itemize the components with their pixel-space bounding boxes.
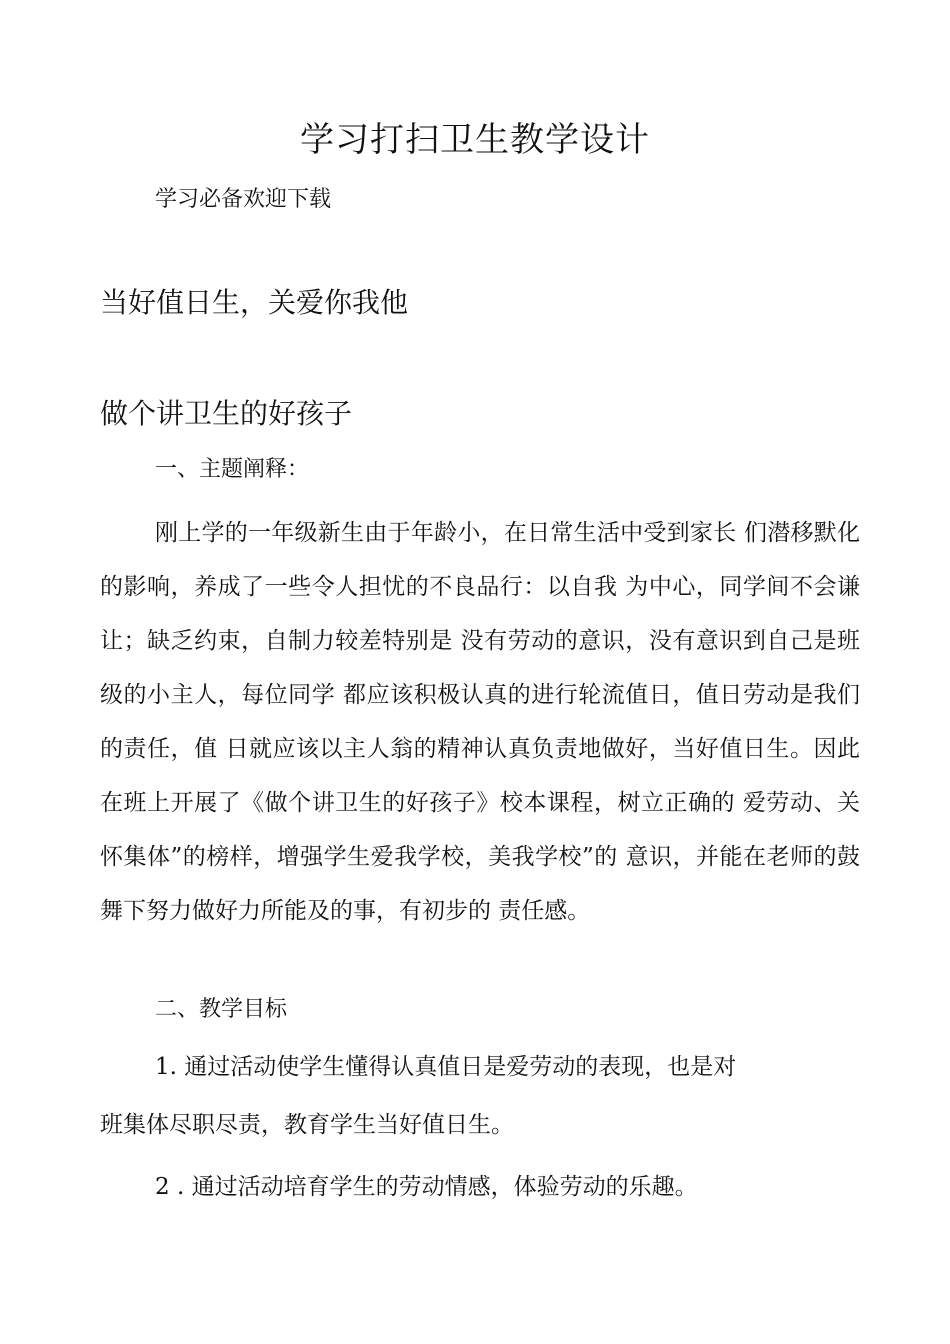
document-subtitle: 学习必备欢迎下载	[155, 187, 332, 212]
heading-2: 做个讲卫生的好孩子	[100, 397, 353, 430]
section-1-paragraph: 刚上学的一年级新生由于年龄小，在日常生活中受到家长 们潜移默化的影响，养成了一些令人担忧的不良品行：以自我 为中心，同学间不会谦让；缺乏约束，自制力较差特别是 没有劳动的意识，没有意识到自己是班级的小主人，每位同学 都应该积极认真的进行轮流值日，值日劳动是我们的责任，值 日就应该以主人翁的精神认真负责地做好，当好值日生。因此 在班上开展了《做个讲卫生的好孩子》校本课程，树立正确的 爱劳动、关怀集体”的榜样，增强学生爱我学校，美我学校”的 意识，并能在老师的鼓舞下努力做好力所能及的事，有初步的 责任感。	[100, 520, 860, 924]
goal-1-line-1: 1. 通过活动使学生懂得认真值日是爱劳动的表现，也是对	[155, 1054, 737, 1080]
goal-2: 2 . 通过活动培育学生的劳动情感，体验劳动的乐趣。	[155, 1174, 698, 1200]
goal-1-line-2: 班集体尽职尽责，教育学生当好值日生。	[100, 1112, 514, 1138]
section-1-title: 一、主题阐释：	[155, 457, 310, 482]
section-2-title: 二、教学目标	[155, 997, 288, 1022]
heading-1: 当好值日生，关爱你我他	[100, 286, 409, 319]
document-title: 学习打扫卫生教学设计	[300, 120, 650, 160]
